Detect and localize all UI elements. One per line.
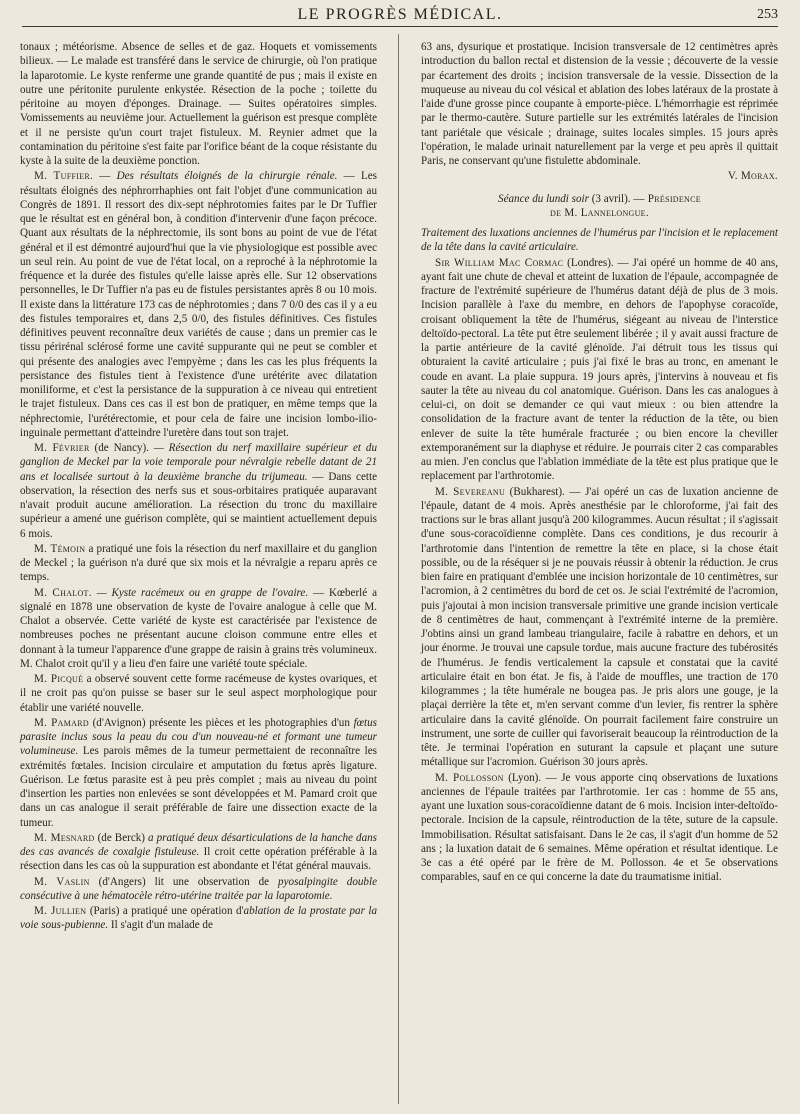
column-divider <box>398 34 399 1104</box>
paragraph-body: Il s'agit d'un malade de <box>110 919 213 932</box>
speaker-place: (Londres). <box>567 256 614 269</box>
paragraph <box>20 542 377 585</box>
paragraph-body: — Kœberlé a signalé en 1878 une observation de kyste de l'ovaire analogue à celle que M. Chalot a observée. Cette variété de kyste est caractérisée par l'existence de nombreuses poches ne présentant aucune cloison commune entre elles et donnant à la tumeur l'apparence d'une grappe de raisin à grains très volumineux. M. Chalot croit qu'il y a lieu d'en faire une variété toute spéciale. <box>20 586 377 670</box>
speaker-place: (de Nancy). <box>94 442 150 454</box>
paper-title: a pratiqué deux désarticulations de la hanche dans des cas avancés de coxalgie fistuleuse. <box>20 831 377 858</box>
paragraph <box>20 875 377 904</box>
speaker-name: M. Severeanu <box>435 485 506 498</box>
speaker-name: M. Tuffier. <box>34 170 94 183</box>
paragraph <box>20 716 377 830</box>
paragraph <box>421 485 778 770</box>
speaker-place: (Bukharest). <box>509 485 565 498</box>
paragraph <box>20 672 377 715</box>
paper-title: pyosalpingite double consécutive à une hématocèle rétro-utérine traitée par la laparotomie. <box>20 875 377 902</box>
paragraph-body: — Je vous apporte cinq observations de luxations anciennes de l'épaule traitées par l'arthrotomie. 1er cas : homme de 55 ans, ayant une luxation sous-coracoïdienne datant de 6 mois. Incision inter-deltoïdo-pectorale. Incision de la capsule, réintroduction de la tête, suture de la capsule. Immobilisation. Résultat satisfaisant. Dans le 2e cas, il s'agit d'un homme de 52 ans ; la luxation datait de 6 semaines. Même opération et résultat identique. Le 3e cas a été opéré par le frère de M. Pollosson. 4e et 5e observations comparables, sauf en ce qui concerne la date du traumatisme initial. <box>421 771 778 884</box>
speaker-place: (d'Avignon) <box>92 716 146 729</box>
paper-title: fœtus parasite inclus sous la peau du cou d'un nouveau-né et formant une tumeur volumineuse. <box>20 716 377 758</box>
left-column <box>20 40 377 934</box>
paragraph: 63 ans, dysurique et prostatique. Incision transversale de 12 centimètres après introduction du ballon rectal et distension de la vessie ; découverte de la vessie par écartement des droits ; incision transversale de la vessie. Dissection de la muqueuse au niveau du col vésical et ablation des lobes latéraux de la prostate à l'aide d'une grosse pince coupante à emporte-pièce. L'hémorrhagie est réprimée par le thermo-cautère. Suture partielle sur les extrémités latérales de l'incision tant pariétale que vésicale ; drainage, suites locales simples. 15 jours après l'opération, le malade urinait naturellement par la verge et peu après il quittait Paris, ne conservant qu'une fistulette abdominale. <box>421 41 778 167</box>
speaker-name: Sir William Mac Cormac <box>435 256 564 269</box>
paper-title: ablation de la prostate par la voie sous-pubienne. <box>20 905 377 932</box>
session-date: (3 avril). <box>591 192 631 205</box>
session-presidence: — Présidence <box>633 192 701 205</box>
paragraph <box>421 771 778 885</box>
page-header <box>22 4 778 27</box>
paragraph-body: a pratiqué une fois la résection du nerf maxillaire et du ganglion de Meckel ; la guérison n'a duré que six mois et la névralgie a reparu après ce temps. <box>20 542 377 584</box>
speaker-name: M. Chalot. <box>34 586 92 599</box>
paragraph-lead: présente les pièces et les photographies d'un <box>149 716 350 729</box>
speaker-place: (Paris) <box>89 905 120 917</box>
speaker-place: (Lyon). <box>508 771 542 784</box>
section-title <box>421 226 778 255</box>
session-heading <box>421 192 778 221</box>
paragraph-body: a observé souvent cette forme racémeuse de kystes ovariques, et il ne croit pas qu'on puisse se baser sur le seul aspect morphologique pour établir une variété nouvelle. <box>20 673 377 714</box>
paragraph-body: Il croit cette opération préférable à la résection dans les cas où la suppuration est abondante et l'état général mauvais. <box>20 846 377 873</box>
paragraph: M. Tuffier. — Des résultats éloignés de la chirurgie rénale. — Les résultats éloignés des néphrorrhaphies ont fait l'objet d'une communication au Congrès de 1891. Il ressort des dix-sept néphrotomies faites par le Dr Tuffier que le résultat est en général bon, à condition d'intervenir d'une façon précoce. Quant aux résultats de la néphrectomie, ils sont bons au point de vue de l'état général et il est démontré aujourd'hui que la vie physiologique est possible avec un seul rein. Au point de vue de l'état local, on a reproché à la néphrotomie la fréquence et la durée des fistules qu'elle laisse après elle. Sur 12 observations personnelles, le Dr Tuffier n'a pas eu de fistules persistantes après 8 ou 10 mois. Il existe dans la littérature 173 cas de néphrotomies ; dans 7 0/0 des cas il y a eu des fistules temporaires et, dans 2,5 0/0, des fistules définitives. Ces fistules définitives peuvent reconnaître deux variétés de cause ; dans un premier cas le tissu périrénal sclérosé forme une cavité suppurante qui ne peut se combler et qui présente des analogies avec l'empyème ; dans les cas les plus fréquents la persistance des fistules tient à l'existence d'une urétérite avec dilatation moniliforme, et c'est la persistance de la suppuration à ce niveau qui entretient le trajet fistuleux. Dans ces cas il est bon de pratiquer, en même temps que la néphrectomie, l'urétérectomie, et pour cela de faire une incision lombo-ilio-inguinale permettant d'atteindre l'uretère dans tout son trajet. <box>20 170 378 439</box>
speaker-name: M. Picqué <box>34 673 84 685</box>
paragraph-lead: lit une observation de <box>154 875 270 888</box>
journal-title: LE PROGRÈS MÉDICAL. <box>297 6 503 23</box>
page-number: 253 <box>757 7 778 22</box>
speaker-name: M. Témoin <box>34 542 86 555</box>
right-column <box>421 40 778 886</box>
speaker-place: (d'Angers) <box>98 875 146 888</box>
speaker-name: M. Pamard <box>34 716 89 729</box>
paragraph-body: — J'ai opéré un homme de 40 ans, ayant fait une chute de cheval et atteint de luxation de l'épaule, accompagnée de fracture de l'extrémité supérieure de l'humérus datant déjà de plus de 3 mois. Incision parallèle à l'axe du membre, en dehors de l'apophyse coracoïde, croisant obliquement la tête de l'humérus, siégeant au niveau de l'interstice deltoïdo-pectoral. La tête put être seulement libérée ; il y avait aussi fracture de la partie antérieure de la cavité glénoïde. J'ai détruit tous les tissus qui obturaient la cavité articulaire ; puis j'ai fixé le bras au tronc, en amenant le coude en avant. La plaie suppura. 19 jours après, j'intervins à nouveau et fis sauter la tête au niveau du col anatomique. Guérison. Dans les cas analogues à celui-ci, on doit se demander ce qui vaut mieux : ou bien attendre la consolidation de la fracture avant de tenter la réduction de la tête, ou bien enlever de suite la tête humérale fracturée ; ou bien encore la cheviller extemporanément sur la diaphyse et réduire. Je pourrais citer 2 cas comparables au mien. J'en conclus que l'ablation immédiate de la tête est plus pratique que le replacement par l'arthrotomie. <box>421 256 779 483</box>
paragraph-lead: a pratiqué une opération d' <box>122 905 244 917</box>
paper-title: Des résultats éloignés de la chirurgie rénale. <box>116 170 338 183</box>
paragraph-body: Les parois mêmes de la tumeur permettaient de reconnaître les extrémités fœtales. Incision circulaire et amputation du fœtus après ligature. Guérison. Le fœtus parasite est à peu près complet ; mais au niveau du point d'insertion les parties non enlevées se sont développées et M. Pamard croit que dans un cas analogue il serait préférable de faire une dissection exacte de la tumeur. <box>20 745 377 829</box>
paragraph <box>20 831 377 874</box>
speaker-place: (de Berck) <box>97 831 145 844</box>
speaker-name: M. Vaslin <box>34 875 90 888</box>
paragraph <box>20 586 377 672</box>
paragraph: tonaux ; météorisme. Absence de selles et de gaz. Hoquets et vomissements bilieux. — Le malade est transféré dans le service de chirurgie, où l'on pratique la laparotomie. Le kyste renferme une grande quantité de pus ; mais il existe en outre une péritonite purulente enkystée. Résection de la poche ; toilette du péritoine au moyen d'éponges. Drainage. — Suites opératoires simples. Vomissements au neuvième jour. Actuellement la guérison est presque complète et il ne persiste qu'un court trajet fistuleux. M. Reynier admet que la contamination du péritoine s'est faite par l'orifice béant de la coque résistante du kyste à la suite de la deuxième ponction. <box>20 41 377 167</box>
speaker-name: M. Février <box>34 442 90 454</box>
session-president: de M. Lannelongue. <box>550 206 649 219</box>
paragraph <box>20 904 377 933</box>
author-signature: V. Morax. <box>727 170 778 183</box>
paragraph-body: — J'ai opéré un cas de luxation ancienne de l'épaule, datant de 4 mois. Après anesthésie par le chloroforme, j'ai fait des tractions sur le bras allant jusqu'à 200 kilogrammes. Aucun résultat ; il s'agissait d'une sous-coracoïdienne complète. Dans ces conditions, je dus recourir à l'arthrotomie dans l'intention de remettre la tête en place, si la chose était possible, ou de la réséquer si je ne pouvais réussir à obtenir la réduction. Je crus bien faire en pratiquant d'emblée une incision horizontale de 10 centimètres, sur l'acromion, à 2 centimètres du bord de cet os. Je sciai l'extrémité de l'acromion, puis j'ajoutai à mon incision transversale primitive une grande incision verticale de 8 centimètres de haut, commençant à l'extrémité interne de la première. J'obtins ainsi un grand lambeau triangulaire, facile à rabattre en dehors, et un jour énorme. Je trouvai une capsule tordue, mais aucune fracture des tubérosités de l'humérus. Je fendis verticalement la capsule et constatai que la cavité articulaire était en bon état. Je fis, à l'aide de mouffles, une traction de 170 kilogrammes ; la tête humérale ne bougea pas. Je pris alors une gouge, je la plaçai derrière la tête et, m'en servant comme d'un levier, fis rentrer la sphère articulaire dans la cavité glénoïde. On pourrait facilement faire construire un instrument, une sorte de cuiller qui favoriserait beaucoup la réintroduction de la tête. Je terminai l'opération en suturant la capsule et plaçant une suture métallique sur l'acromion. Guérison 30 jours après. <box>421 485 778 769</box>
session-lead: Séance du lundi soir <box>498 192 589 205</box>
speaker-name: M. Jullien <box>34 905 87 917</box>
paragraph-body: — Dans cette observation, la résection des nerfs sus et sous-orbitaires pratiquée auparavant n'avait produit aucune amélioration. La résection du tronc du maxillaire supérieur a amené une guérison complète, qui se maintient actuellement depuis 6 mois. <box>20 470 377 540</box>
paragraph <box>421 256 778 484</box>
section-title-text: Traitement des luxations anciennes de l'humérus par l'incision et le replacement de la tête dans la cavité articulaire. <box>421 227 778 254</box>
paragraph <box>20 441 377 541</box>
paper-title: — Kyste racémeux ou en grappe de l'ovaire. <box>96 586 309 599</box>
speaker-name: M. Mesnard <box>34 831 95 844</box>
paragraph-body: — Les résultats éloignés des néphrorrhaphies ont fait l'objet d'une communication au Congrès de 1891. Il ressort des dix-sept néphrotomies faites par le Dr Tuffier que le résultat est en général bon, à condition d'intervenir d'une façon précoce. Quant aux résultats de la néphrectomie, ils sont bons au point de vue de l'état général et il est démontré aujourd'hui que la vie physiologique est possible avec un seul rein. Au point de vue de l'état local, on a reproché à la néphrotomie la fréquence et la durée des fistules qu'elle laisse après elle. Sur 12 observations personnelles, le Dr Tuffier n'a pas eu de fistules persistantes après 8 ou 10 mois. Il existe dans la littérature 173 cas de néphrotomies ; dans 7 0/0 des cas il y a eu des fistules temporaires et, dans 2,5 0/0, des fistules définitives. Ces fistules définitives peuvent reconnaître deux variétés de cause ; dans un premier cas le tissu périrénal sclérosé forme une cavité suppurante qui ne peut se combler et qui présente des analogies avec l'empyème ; dans les cas les plus fréquents la persistance des fistules tient à l'existence d'une urétérite avec dilatation moniliforme, et c'est la persistance de la suppuration à ce niveau qui entretient le trajet fistuleux. Dans ces cas il est bon de pratiquer, en même temps que la néphrectomie, l'urétérectomie, et pour cela de faire une incision lombo-ilio-inguinale permettant d'atteindre l'uretère dans tout son trajet. <box>20 170 378 439</box>
speaker-name: M. Pollosson <box>435 771 504 784</box>
paper-title: — Résection du nerf maxillaire supérieur et du ganglion de Meckel par la voie temporale pour névralgie rebelle datant de 21 ans et localisée surtout à la deuxième branche du trijumeau. <box>20 442 377 483</box>
